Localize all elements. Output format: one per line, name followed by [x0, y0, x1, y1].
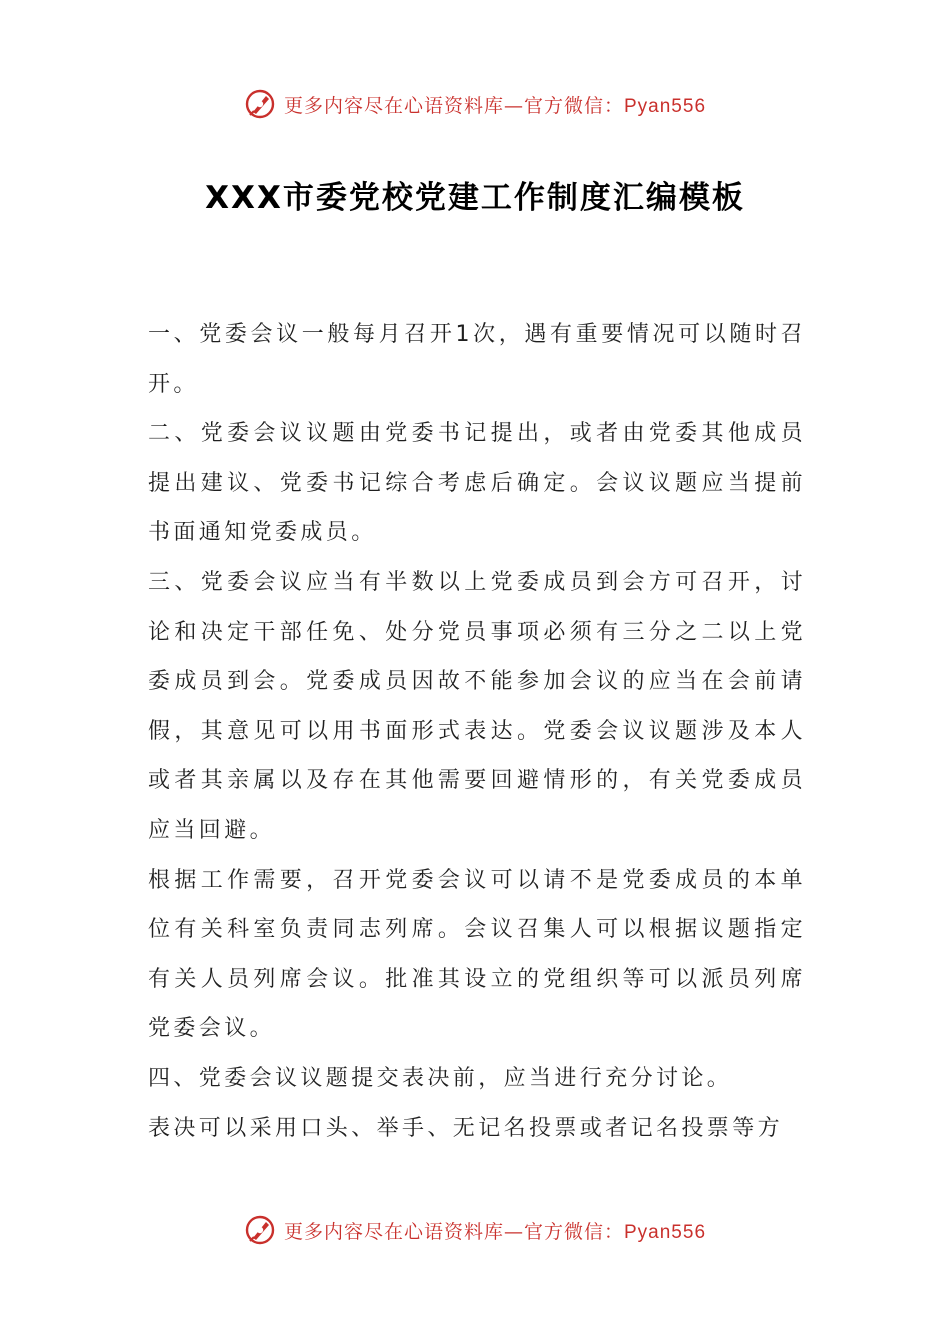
footer-wechat-id: Pyan556: [624, 1221, 707, 1243]
paragraph-5: 四、党委会议议题提交表决前，应当进行充分讨论。: [148, 1065, 733, 1091]
header-banner-text: [284, 91, 706, 118]
header-banner-label: 更多内容尽在心语资料库—官方微信：: [283, 94, 624, 117]
quill-pen-logo-icon: [244, 88, 276, 120]
header-banner: [0, 84, 950, 124]
quill-pen-logo-icon: [244, 1214, 276, 1246]
document-title: XXX市委党校党建工作制度汇编模板: [205, 180, 745, 216]
paragraph-2: 二、党委会议议题由党委书记提出，或者由党委其他成员提出建议、党委书记综合考虑后确定。会议议题应当提前书面通知党委成员。: [148, 421, 806, 546]
paragraph-4: 根据工作需要，召开党委会议可以请不是党委成员的本单位有关科室负责同志列席。会议召集人可以根据议题指定有关人员列席会议。批准其设立的党组织等可以派员列席党委会议。: [148, 867, 806, 1042]
footer-banner-text: [284, 1217, 706, 1244]
footer-banner-label: 更多内容尽在心语资料库—官方微信：: [283, 1220, 624, 1243]
document-body: [148, 310, 806, 1153]
paragraph-3: 三、党委会议应当有半数以上党委成员到会方可召开，讨论和决定干部任免、处分党员事项必须有三分之二以上党委成员到会。党委成员因故不能参加会议的应当在会前请假，其意见可以用书面形式表达。党委会议议题涉及本人或者其亲属以及存在其他需要回避情形的，有关党委成员应当回避。: [148, 569, 806, 843]
paragraph-1: 一、党委会议一般每月召开1次，遇有重要情况可以随时召开。: [148, 322, 806, 397]
paragraph-6: 表决可以采用口头、举手、无记名投票或者记名投票等方: [148, 1115, 784, 1141]
header-wechat-id: Pyan556: [624, 95, 707, 117]
footer-banner: [0, 1210, 950, 1250]
